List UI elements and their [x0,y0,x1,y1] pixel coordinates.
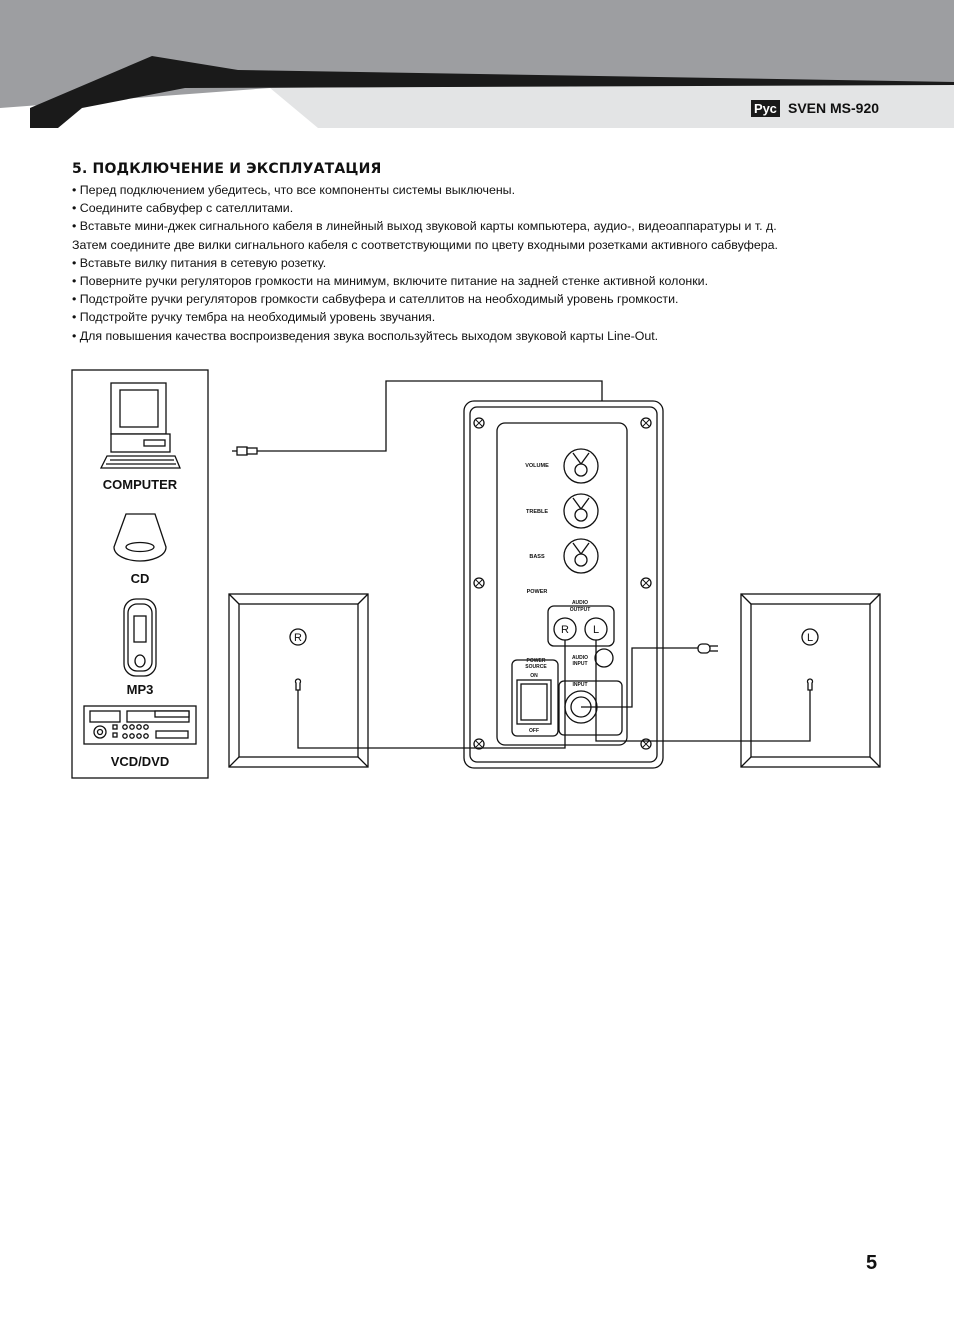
instruction-item: • Перед подключением убедитесь, что все компоненты системы выключены. [72,183,516,197]
audio-output-label-2: OUTPUT [569,607,591,613]
instruction-item: • Соедините сабвуфер с сателлитами. [72,201,294,216]
output-r-label: R [561,624,569,636]
treble-knob [564,494,598,528]
switch-off-label: OFF [529,728,539,734]
cd-icon [114,514,166,561]
audio-input-jack [595,649,613,667]
audio-input-label-1: AUDIO [571,655,589,661]
power-source-label-1: POWER [526,658,546,664]
computer-icon [101,383,180,468]
right-speaker-label: R [294,632,302,644]
bass-knob [564,539,598,573]
bass-label: BASS [529,554,545,560]
vcd-dvd-label: VCD/DVD [110,754,170,769]
power-source-label-2: SOURCE [525,664,547,670]
section-title: 5. ПОДКЛЮЧЕНИЕ И ЭКСПЛУАТАЦИЯ [72,161,382,177]
instruction-item: • Подстройте ручку тембра на необходимый уровень звучания. [72,310,436,325]
subwoofer-panel [464,401,663,768]
page-number: 5 [866,1252,878,1274]
power-label: POWER [526,589,548,595]
input-label: INPUT [572,682,588,688]
mp3-player-icon [124,599,156,676]
cd-label: CD [130,571,150,586]
volume-knob [564,449,598,483]
audio-output-label-1: AUDIO [571,600,589,606]
mp3-label: MP3 [126,682,154,697]
mini-jack-plug [232,447,257,455]
instruction-item: • Подстройте ручки регуляторов громкости сабвуфера и сателлитов на необходимый уровень громкости. [72,292,679,307]
output-l-label: L [592,624,600,636]
power-plug [698,644,718,653]
instruction-item: • Вставьте вилку питания в сетевую розетку. [72,255,327,270]
instruction-item: • Вставьте мини-джек сигнального кабеля в линейный выход звуковой карты компьютера, аудио-, видеоаппаратуры и т. д. [72,219,777,234]
switch-on-label: ON [530,673,538,679]
computer-label: COMPUTER [102,477,178,492]
model-name: SVEN MS-920 [788,100,880,116]
instruction-item: • Поверните ручки регуляторов громкости на минимум, включите питание на задней стенке активной колонки. [72,274,709,289]
vcd-dvd-player-icon [84,706,196,744]
left-speaker-label: L [806,632,814,644]
audio-input-label-2: INPUT [572,661,588,667]
instruction-item: • Для повышения качества воспроизведения звука воспользуйтесь выходом звуковой карты Line-Out. [72,328,659,343]
language-tag: Рус [751,100,780,117]
volume-label: VOLUME [525,463,549,469]
instruction-item: Затем соедините две вилки сигнального кабеля с соответствующими по цвету входными розетками активного сабвуфера. [72,237,778,252]
treble-label: TREBLE [526,509,548,515]
